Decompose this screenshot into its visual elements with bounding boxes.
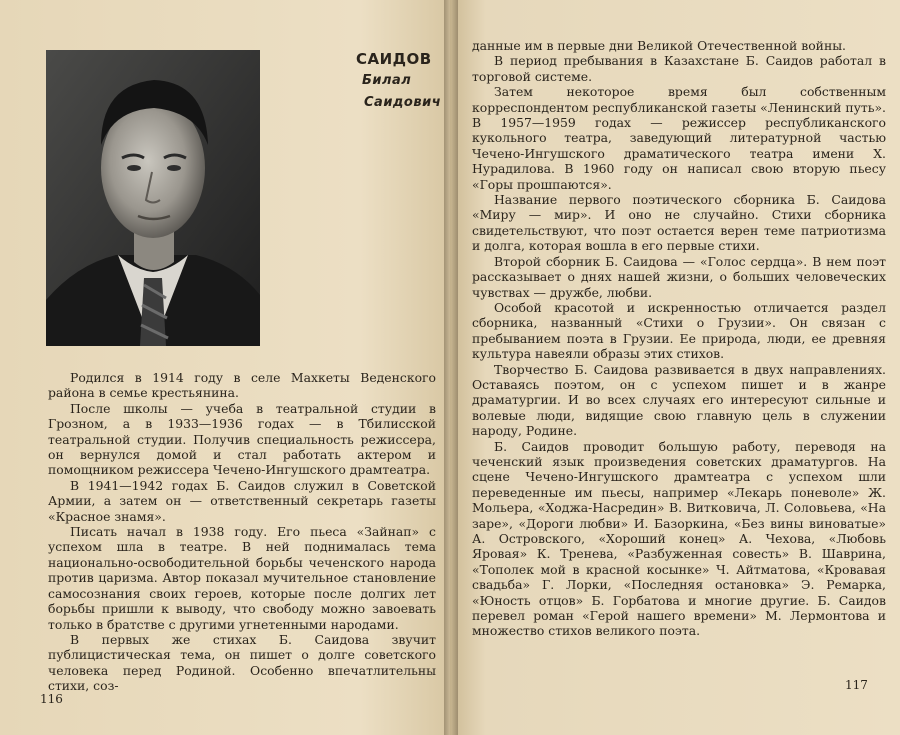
- paragraph: После школы — учеба в театральной студии в Грозном, а в 1933—1936 годах — в Тбилисской театральной студии. Получив специальность режиссера, он вернулся домой и стал работать актером и помощником режиссера Чечено-Ингушского драмтеатра.: [48, 400, 436, 478]
- book-gutter: [444, 0, 458, 735]
- paragraph: Название первого поэтического сборника Б. Саидова «Миру — мир». И оно не случайно. Стихи сборника свидетельствуют, что поэт остается верен теме патриотизма и долга, которая вошла в его первые стихи.: [472, 192, 886, 254]
- author-heading: [356, 48, 448, 114]
- portrait-photo: [46, 50, 260, 346]
- paragraph: В период пребывания в Казахстане Б. Саидов работал в торговой системе.: [472, 53, 886, 84]
- paragraph: Творчество Б. Саидова развивается в двух направлениях. Оставаясь поэтом, он с успехом пишет и в жанре драматургии. И во всех случаях его интересуют сильные и волевые люди, видящие свою главную цель в служении народу, Родине.: [472, 361, 886, 439]
- paragraph: Второй сборник Б. Саидова — «Голос сердца». В нем поэт рассказывает о днях нашей жизни, о больших человеческих чувствах — дружбе, любви.: [472, 253, 886, 300]
- portrait-photo-icon: [46, 50, 260, 346]
- right-page: [450, 0, 900, 735]
- page-number: 116: [40, 692, 63, 706]
- paragraph: Писать начал в 1938 году. Его пьеса «Зайнап» с успехом шла в театре. В ней поднималась тема национально-освободительной борьбы чеченского народа против царизма. Автор показал мучительное становление самосознания своих героев, которые после долгих лет борьбы пришли к выводу, что свободу можно завоевать только в братстве с другими угнетенными народами.: [48, 524, 436, 632]
- paragraph: В 1941—1942 годах Б. Саидов служил в Советской Армии, а затем он — ответственный секретарь газеты «Красное знамя».: [48, 477, 436, 524]
- paragraph: Особой красотой и искренностью отличается раздел сборника, названный «Стихи о Грузии». Он связан с пребыванием поэта в Грузии. Ее природа, люди, ее древняя культура навеяли образы этих стихов.: [472, 299, 886, 362]
- paragraph: Б. Саидов проводит большую работу, переводя на чеченский язык произведения советских драматургов. На сцене Чечено-Ингушского драмтеатра с успехом шли переведенные им пьесы, например «Лекарь поневоле» Ж. Мольера, «Ходжа-Насредин» В. Витковича, Л. Соловьева, «На заре», «Дороги любви» И. Базоркина, «Без вины виноватые» А. Островского, «Хороший конец» А. Чехова, «Любовь Яровая» К. Тренева, «Разбуженная совесть» В. Шаврина, «Тополек мой в красной косынке» Ч. Айтматова, «Кровавая свадьба» Г. Лорки, «Последняя остановка» Э. Ремарка, «Юность отцов» Б. Горбатова и многие другие. Б. Саидов перевел роман «Герой нашего времени» М. Лермонтова и множество стихов великого поэта.: [472, 438, 886, 639]
- paragraph: В первых же стихах Б. Саидова звучит публицистическая тема, он пишет о долге советского человека перед Родиной. Особенно впечатлительны стихи, соз-: [48, 631, 436, 694]
- paragraph: Родился в 1914 году в селе Махкеты Веденского района в семье крестьянина.: [48, 370, 436, 401]
- right-page-text: [472, 38, 886, 639]
- paragraph: данные им в первые дни Великой Отечественной войны.: [472, 38, 846, 53]
- author-surname: САИДОВ: [356, 50, 432, 68]
- author-patronymic: Саидович: [364, 95, 442, 110]
- left-page-text: [48, 370, 436, 694]
- paragraph: Затем некоторое время был собственным корреспондентом республиканской газеты «Ленинский путь». В 1957—1959 годах — режиссер республиканского кукольного театра, заведующий литературной частью Чечено-Ингушского драматического театра имени Х. Нурадилова. В 1960 году он написал свою вторую пьесу «Горы прошпаются».: [472, 84, 886, 192]
- author-first-name: Билал: [362, 73, 412, 88]
- page-number: 117: [845, 678, 868, 692]
